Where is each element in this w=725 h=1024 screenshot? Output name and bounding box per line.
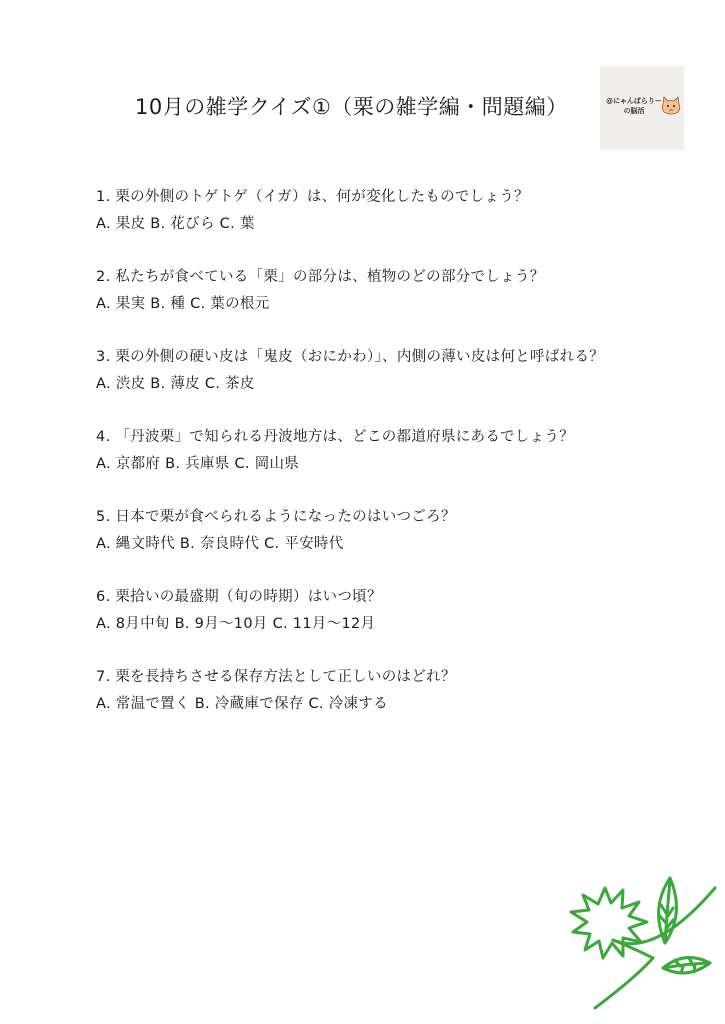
question-item [96,344,656,398]
question-text: 2. 私たちが食べている「栗」の部分は、植物のどの部分でしょう？ [96,269,545,285]
logo-text [606,96,662,116]
question-text: 1. 栗の外側のトゲトゲ（イガ）は、何が変化したものでしょう？ [96,189,529,205]
logo-text-line2: の脳活 [623,107,645,115]
question-options: A. 8月中旬 B. 9月〜10月 C. 11月〜12月 [96,616,376,632]
question-text: 7. 栗を長持ちさせる保存方法として正しいのはどれ？ [96,669,456,685]
question-text: 4. 「丹波栗」で知られる丹波地方は、どこの都道府県にあるでしょう？ [96,429,574,445]
question-text: 3. 栗の外側の硬い皮は「鬼皮（おにかわ）」、内側の薄い皮は何と呼ばれる？ [96,349,605,365]
question-item [96,584,656,638]
question-item [96,424,656,478]
chestnut-burr-with-leaves-icon [555,868,720,1013]
question-options: A. 果実 B. 種 C. 葉の根元 [96,296,270,312]
question-list [96,184,656,744]
logo-text-line1: @にゃんぱらりー [606,97,662,105]
question-text: 5. 日本で栗が食べられるようになったのはいつごろ？ [96,509,456,525]
question-text: 6. 栗拾いの最盛期（旬の時期）はいつ頃？ [96,589,382,605]
logo [600,66,684,150]
question-options: A. 京都府 B. 兵庫県 C. 岡山県 [96,456,300,472]
question-item [96,664,656,718]
page-title: 10月の雑学クイズ①（栗の雑学編・問題編） [135,95,568,119]
cat-face-icon [660,95,682,117]
question-options: A. 常温で置く B. 冷蔵庫で保存 C. 冷凍する [96,696,388,712]
question-options: A. 縄文時代 B. 奈良時代 C. 平安時代 [96,536,344,552]
question-item [96,504,656,558]
question-item [96,264,656,318]
question-options: A. 渋皮 B. 薄皮 C. 茶皮 [96,376,255,392]
question-options: A. 果皮 B. 花びら C. 葉 [96,216,255,232]
question-item [96,184,656,238]
